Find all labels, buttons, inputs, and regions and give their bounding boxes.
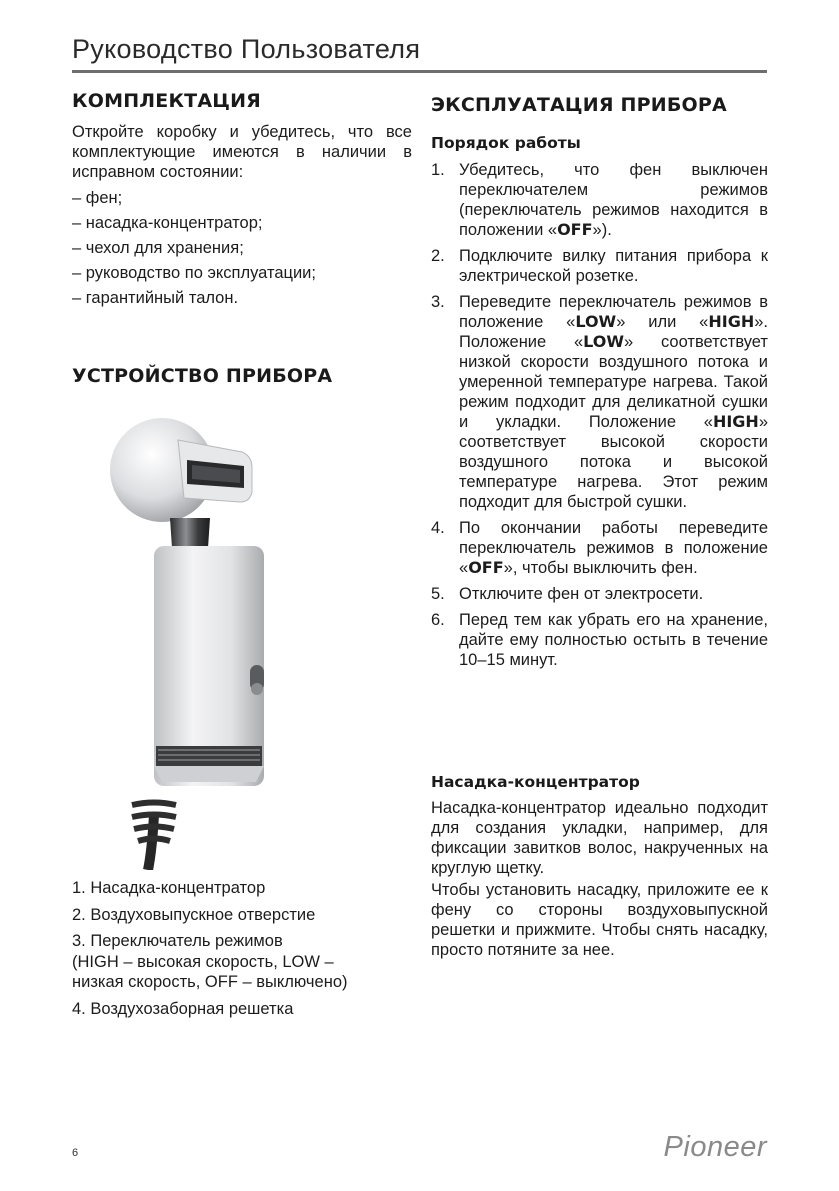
- parts-item: 2. Воздуховыпускное отверстие: [72, 905, 316, 924]
- right-column: [431, 90, 768, 959]
- page-title: Руководство Пользователя: [72, 34, 421, 64]
- kit-item: – чехол для хранения;: [72, 239, 244, 257]
- left-column: [72, 90, 412, 1018]
- parts-item: 3. Переключатель режимов: [72, 932, 283, 950]
- step-text: Переведите переключатель режимов в положение «LOW» или «HIGH». Положение «LOW» соответствует низкой скорости воздушного потока и умеренной температуре нагрева. Такой режим подходит для деликатной сушки и укладки. Положение «HIGH» соответствует высокой скорости воздушного потока и высокой температуре нагрева. Этот режим подходит для быстрой сушки.: [459, 293, 768, 511]
- parts-item-note: (HIGH – высокая скорость, LOW –: [72, 952, 334, 971]
- order-heading: Порядок работы: [431, 134, 581, 152]
- kit-item: – фен;: [72, 189, 123, 207]
- parts-list: [72, 878, 412, 1019]
- step-number: 6.: [431, 611, 445, 629]
- kit-list: [72, 188, 412, 309]
- parts-item: 4. Воздухозаборная решетка: [72, 999, 294, 1018]
- step-text: Подключите вилку питания прибора к электрической розетке.: [459, 247, 768, 285]
- step-text: Перед тем как убрать его на хранение, дайте ему полностью остыть в течение 10–15 минут.: [459, 611, 768, 669]
- kit-heading: КОМПЛЕКТАЦИЯ: [72, 90, 262, 112]
- step-text: Убедитесь, что фен выключен переключателем режимов (переключатель режимов находится в положении «OFF»).: [459, 161, 768, 239]
- kit-item: – гарантийный талон.: [72, 289, 239, 307]
- step-text: Отключите фен от электросети.: [459, 585, 704, 603]
- operation-heading: ЭКСПЛУАТАЦИЯ ПРИБОРА: [431, 94, 727, 116]
- page-number: 6: [72, 1147, 79, 1159]
- step-item: [431, 246, 768, 286]
- concentrator-heading: Насадка-концентратор: [431, 773, 640, 791]
- kit-intro: Откройте коробку и убедитесь, что все комплектующие имеются в наличии в исправном состоянии:: [72, 123, 412, 181]
- step-number: 2.: [431, 247, 445, 265]
- brand-logo: Pioneer: [663, 1131, 767, 1163]
- header-divider: [72, 70, 767, 73]
- parts-item-note: низкая скорость, OFF – выключено): [72, 973, 348, 991]
- step-item: [431, 610, 768, 670]
- concentrator-paragraph-2: Чтобы установить насадку, приложите ее к фену со стороны воздуховыпускной решетки и прижмите. Чтобы снять насадку, просто потяните за нее.: [431, 881, 768, 959]
- step-item: [431, 292, 768, 512]
- step-number: 4.: [431, 519, 445, 537]
- device-heading: УСТРОЙСТВО ПРИБОРА: [72, 365, 333, 387]
- steps-list: [431, 160, 768, 670]
- step-text: По окончании работы переведите переключатель режимов в положение «OFF», чтобы выключить фен.: [459, 519, 768, 577]
- parts-item: 1. Насадка-концентратор: [72, 879, 266, 897]
- step-item: [431, 160, 768, 240]
- step-number: 3.: [431, 293, 445, 311]
- step-item: [431, 518, 768, 578]
- kit-item: – насадка-концентратор;: [72, 214, 263, 232]
- step-number: 1.: [431, 161, 445, 179]
- concentrator-paragraph-1: Насадка-концентратор идеально подходит для создания укладки, например, для фиксации завитков волос, накрученных на круглую щетку.: [431, 799, 768, 877]
- kit-item: – руководство по эксплуатации;: [72, 264, 316, 282]
- step-number: 5.: [431, 585, 445, 603]
- step-item: [431, 584, 768, 604]
- hair-dryer-illustration: [92, 410, 292, 870]
